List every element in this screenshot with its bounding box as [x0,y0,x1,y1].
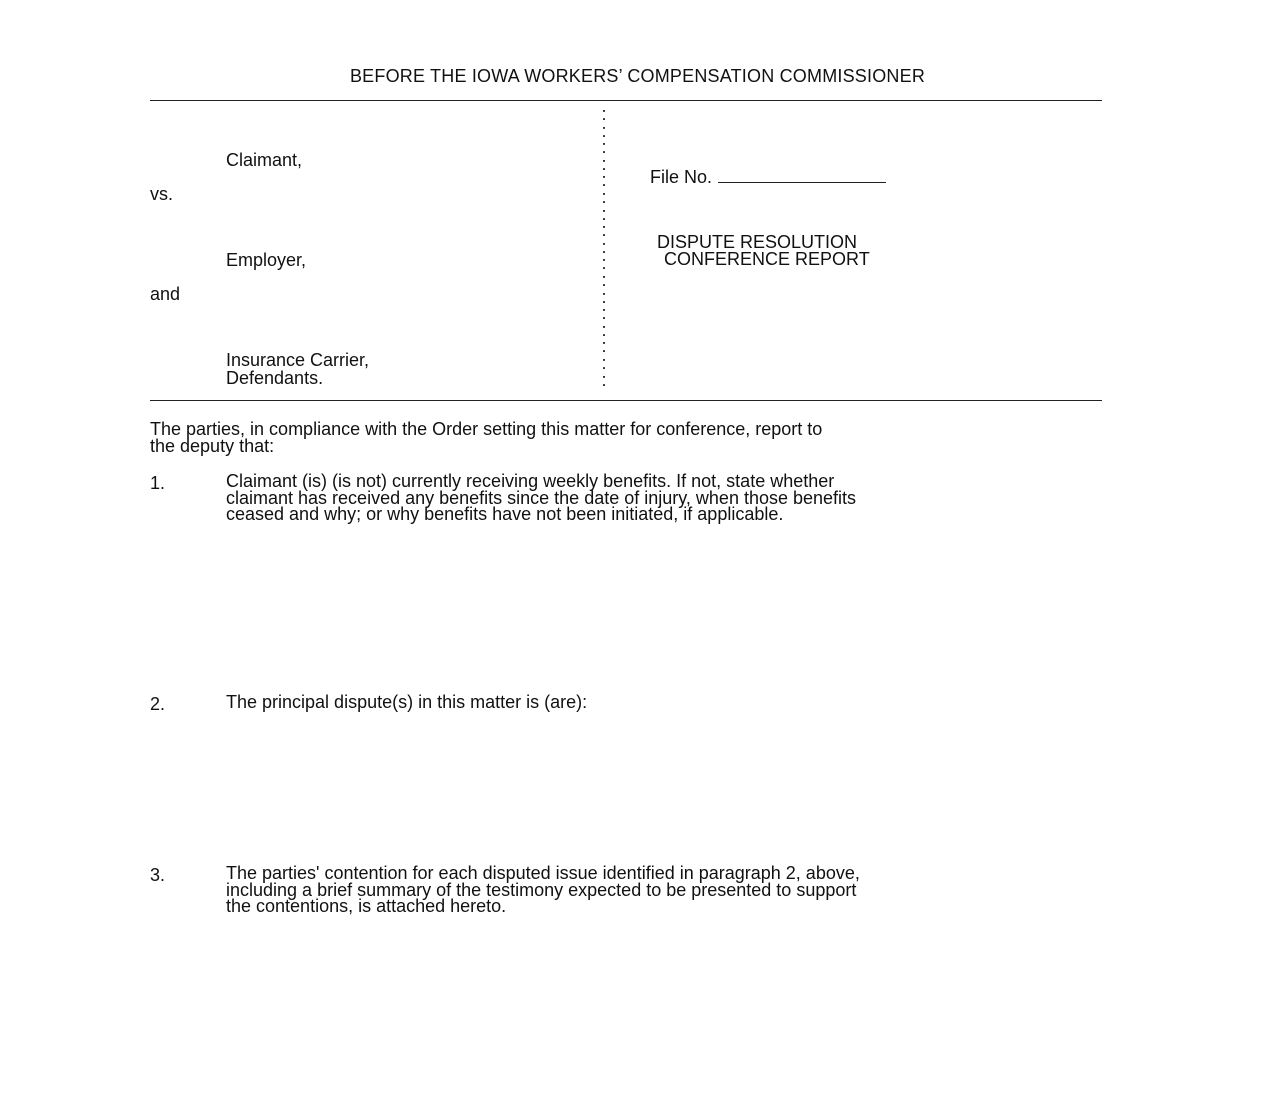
item-line: The principal dispute(s) in this matter is (are): [226,692,588,712]
intro-paragraph [150,421,1110,454]
insurance-carrier-label: Insurance Carrier, [226,350,370,370]
and-label: and [150,284,181,304]
item-line: the contentions, is attached hereto. [226,896,507,917]
file-number-blank[interactable] [718,168,886,183]
caption-bottom-rule [150,400,1102,401]
item-number: 2. [150,694,166,714]
item-line: Claimant (is) (is not) currently receiving weekly benefits. If not, state whether [226,471,835,491]
document-title: BEFORE THE IOWA WORKERS’ COMPENSATION COMMISSIONER [349,66,926,86]
intro-line: the deputy that: [150,435,275,456]
item-line: The parties' contention for each disputed issue identified in paragraph 2, above, [226,863,860,883]
caption-colon-divider: : : : : : : : : : : : : : : : : : [601,104,607,390]
caption-top-rule [150,100,1102,101]
item-1-text [226,473,1116,523]
item-line: including a brief summary of the testimony expected to be presented to support [226,879,857,900]
item-3-text [226,865,1116,915]
report-title-line1: DISPUTE RESOLUTION [657,232,858,252]
intro-line: The parties, in compliance with the Order setting this matter for conference, report to [150,419,823,439]
item-number: 3. [150,865,166,885]
claimant-label: Claimant, [226,150,303,170]
file-number-field[interactable] [650,167,886,188]
file-number-label: File No. [650,167,713,187]
item-number: 1. [150,473,166,493]
vs-label: vs. [150,184,174,204]
item-line: ceased and why; or why benefits have not been initiated, if applicable. [226,504,784,525]
report-title-line2: CONFERENCE REPORT [664,249,870,269]
item-line: claimant has received any benefits since the date of injury, when those benefits [226,487,857,508]
employer-label: Employer, [226,250,307,270]
defendants-label: Defendants. [226,368,324,388]
item-2-text [226,694,1116,711]
